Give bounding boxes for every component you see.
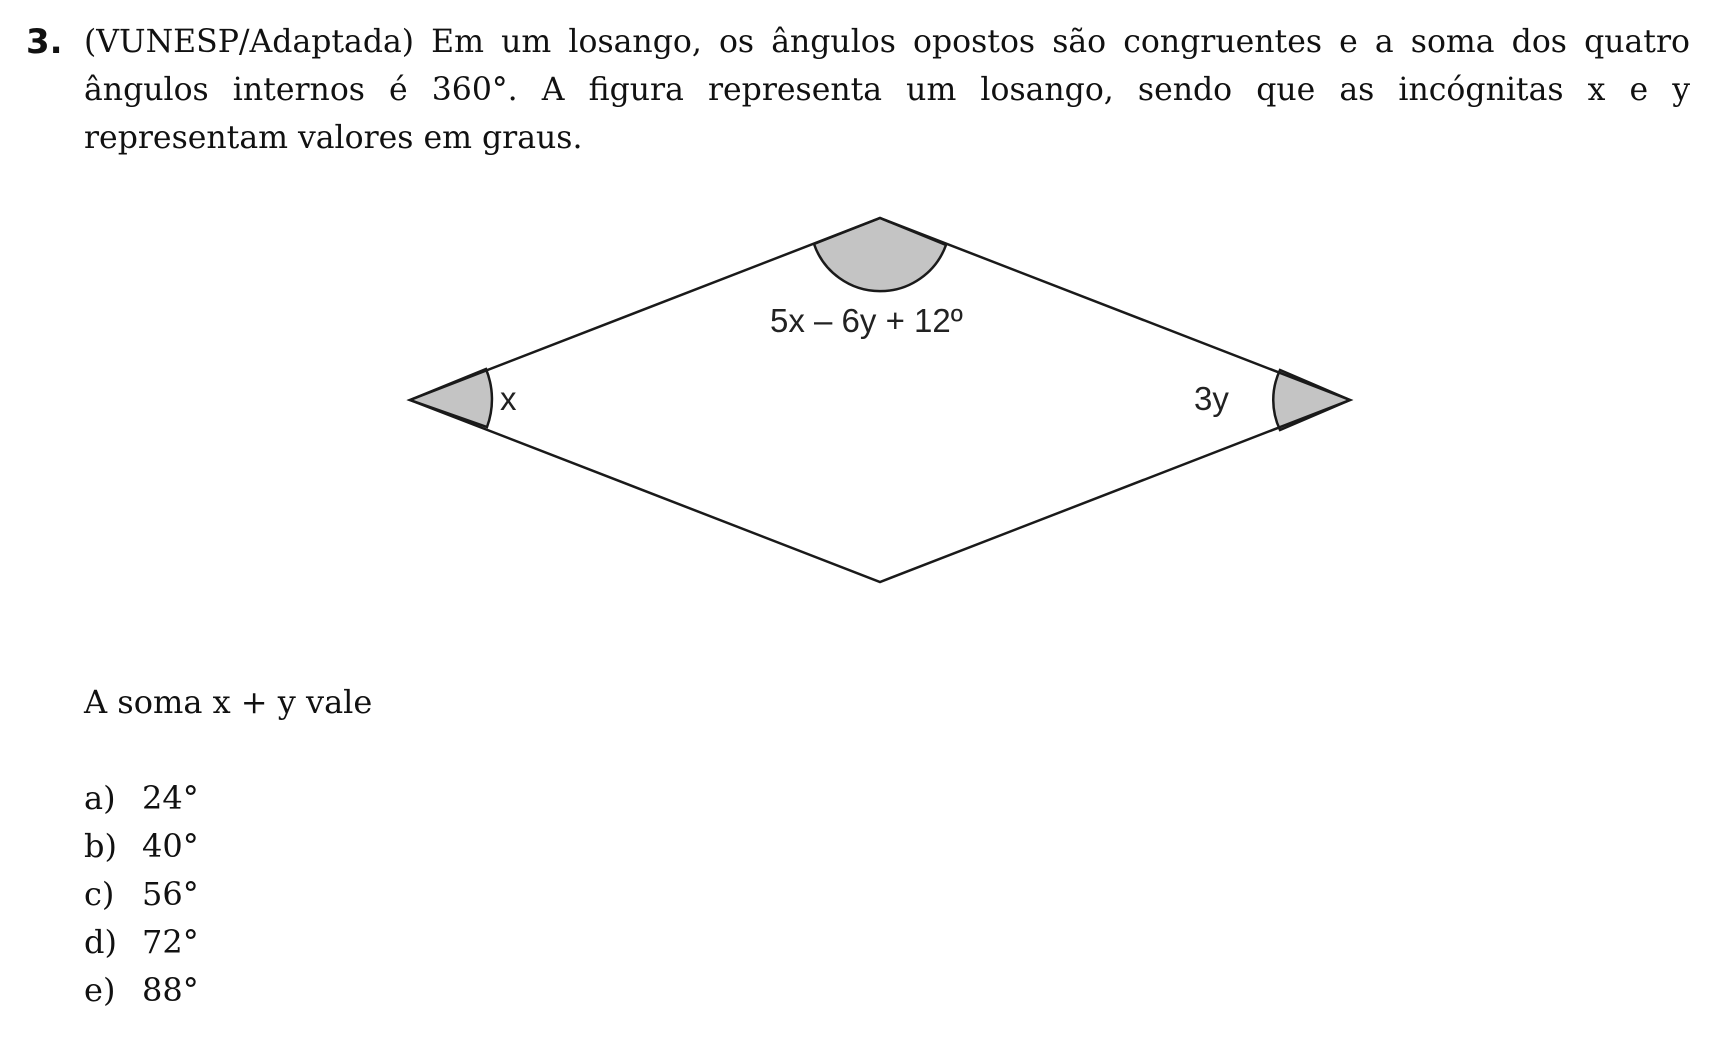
answer-options	[84, 774, 199, 1014]
question-statement: (VUNESP/Adaptada) Em um losango, os ângulos opostos são congruentes e a soma dos quatro ângulos internos é 360°. A figura representa um losango, sendo que as incógnitas x e y representam valores em graus.	[84, 24, 1690, 156]
option-b[interactable]	[84, 822, 199, 870]
right-angle-label: 3y	[1194, 380, 1229, 417]
left-angle-marker	[410, 369, 492, 427]
option-letter: a)	[84, 779, 116, 817]
option-c[interactable]	[84, 870, 199, 918]
top-angle-marker	[814, 218, 946, 291]
option-letter: d)	[84, 923, 117, 961]
option-letter: b)	[84, 827, 117, 865]
option-value: 24°	[142, 779, 199, 817]
top-angle-label: 5x – 6y + 12º	[770, 302, 963, 339]
option-a[interactable]	[84, 774, 199, 822]
option-value: 40°	[142, 827, 199, 865]
right-angle-marker	[1273, 370, 1350, 430]
option-d[interactable]	[84, 918, 199, 966]
rhombus-diagram	[390, 200, 1370, 600]
option-letter: e)	[84, 971, 116, 1009]
question-prompt: A soma x + y vale	[84, 683, 373, 721]
rhombus-figure	[390, 200, 1370, 600]
option-value: 72°	[142, 923, 199, 961]
question-number: 3.	[26, 22, 63, 62]
option-letter: c)	[84, 875, 115, 913]
option-value: 88°	[142, 971, 199, 1009]
option-e[interactable]	[84, 966, 199, 1014]
option-value: 56°	[142, 875, 199, 913]
left-angle-label: x	[500, 380, 517, 417]
